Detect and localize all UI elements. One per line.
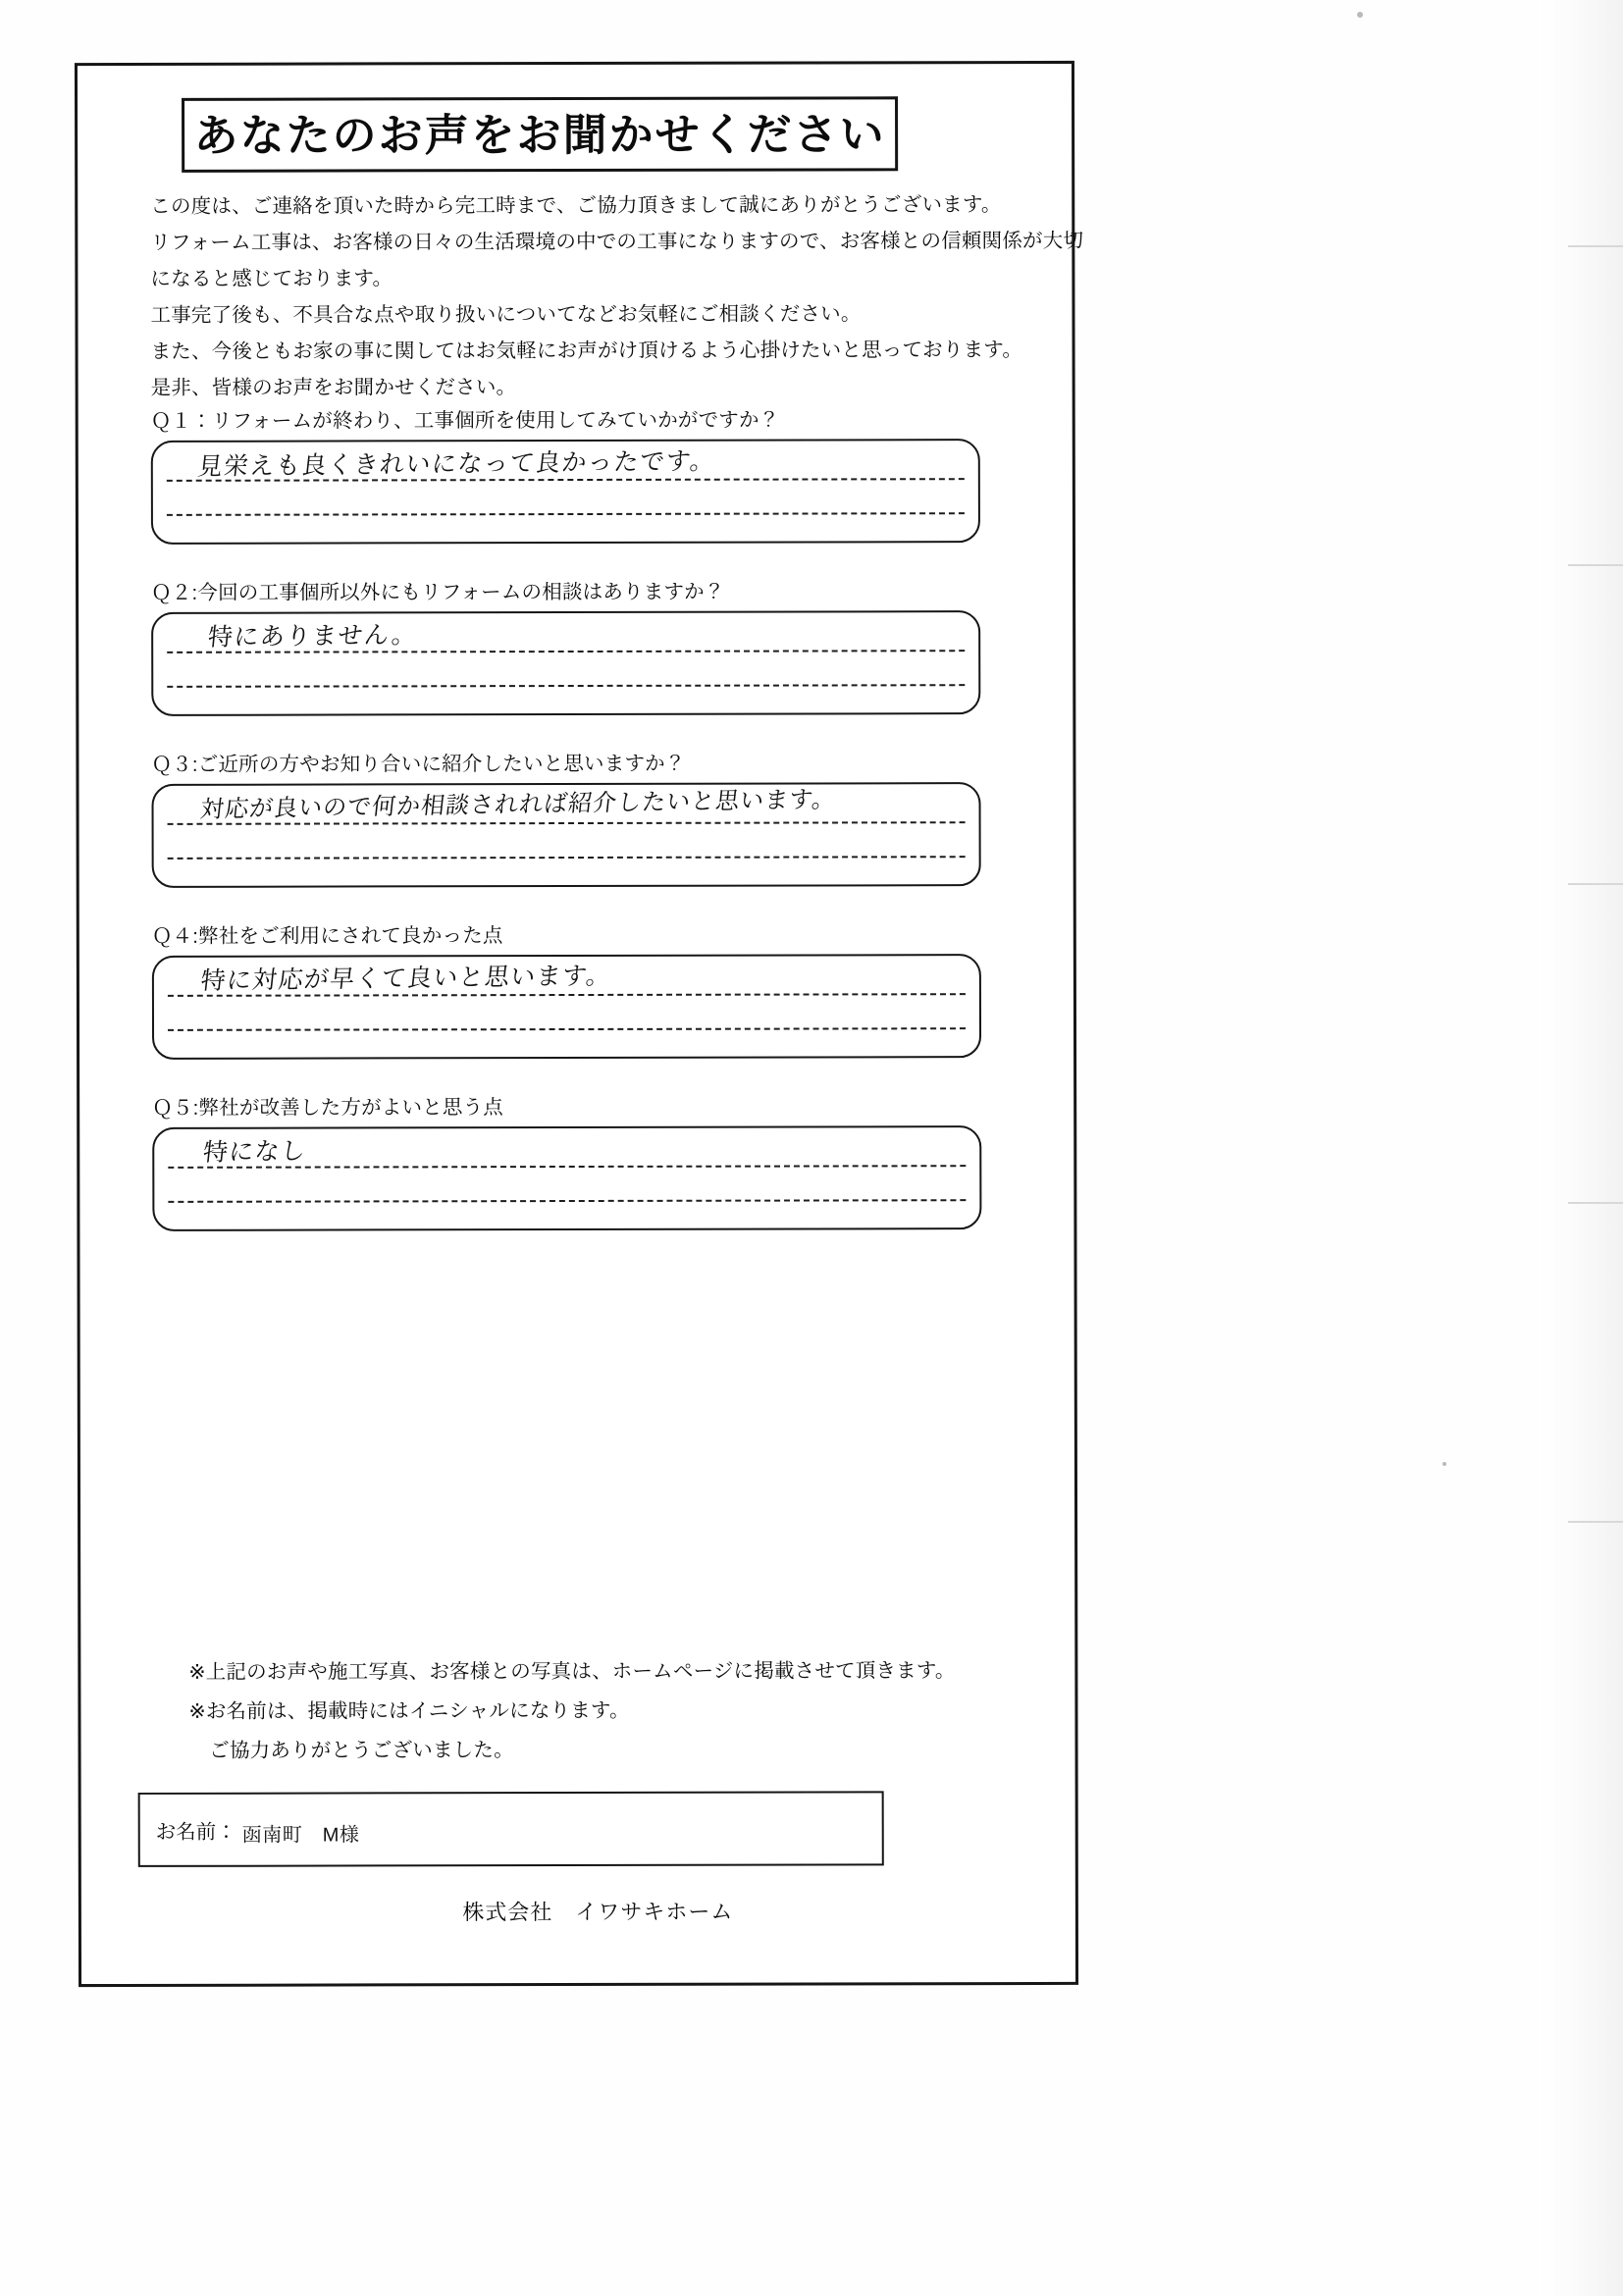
handwritten-answer-4: 特に対応が早くて良いと思います。 [199, 961, 614, 995]
question-label-3: Ｑ３:ご近所の方やお知り合いに紹介したいと思いますか？ [151, 752, 686, 776]
intro-line: この度は、ご連絡を頂いた時から完工時まで、ご協力頂きまして誠にありがとうございます。 [150, 193, 1002, 218]
scan-edge-tick [1568, 245, 1623, 247]
answer-field-5[interactable] [152, 1125, 981, 1231]
company-signature [81, 1895, 1075, 1927]
handwritten-answer-3: 対応が良いので何か相談されれば紹介したいと思います。 [198, 785, 838, 823]
question-label-5: Ｑ５:弊社が改善した方がよいと思う点 [152, 1096, 503, 1120]
intro-line: 是非、皆様のお声をお聞かせください。 [150, 376, 517, 399]
intro-line: になると感じております。 [150, 267, 393, 290]
note-line: ご協力ありがとうございました。 [188, 1739, 514, 1762]
question-block-3 [118, 751, 1001, 888]
intro-line: リフォーム工事は、お客様の日々の生活環境の中での工事になりますので、お客様との信頼関係が大切 [150, 229, 1084, 254]
scan-edge-tick [1568, 564, 1623, 566]
question-label-2: Ｑ２:今回の工事個所以外にもリフォームの相談はありますか？ [151, 580, 725, 604]
form-title-box [182, 96, 898, 173]
scan-speck [1357, 12, 1363, 18]
intro-line: また、今後ともお家の事に関してはお気軽にお声がけ頂けるよう心掛けたいと思っております。 [150, 339, 1023, 363]
handwritten-answer-5: 特になし [201, 1136, 308, 1167]
question-block-5 [119, 1094, 1002, 1231]
question-label-4: Ｑ４:弊社をご利用にされて良かった点 [151, 924, 503, 948]
customer-name-value: 函南町 М様 [241, 1823, 360, 1847]
ruled-line [168, 1199, 966, 1203]
customer-name-field[interactable] [138, 1791, 884, 1867]
handwritten-answer-1: 見栄えも良くきれいになって良かったです。 [196, 446, 718, 481]
page-title: あなたのお声をお聞かせください [193, 107, 886, 162]
answer-field-4[interactable] [152, 954, 981, 1060]
customer-name-label: お名前： [155, 1820, 236, 1844]
question-block-4 [119, 922, 1002, 1060]
answer-field-3[interactable] [151, 782, 980, 888]
question-block-1 [118, 407, 1001, 545]
intro-paragraph [117, 186, 1084, 406]
ruled-line [168, 1027, 966, 1031]
feedback-form-frame [75, 61, 1084, 1987]
form-content [78, 64, 1084, 1984]
scan-edge-shadow [1539, 0, 1623, 2296]
scan-edge-tick [1568, 1521, 1623, 1523]
ruled-line [167, 512, 965, 516]
note-line: ※上記のお声や施工写真、お客様との写真は、ホームページに掲載させて頂きます。 [188, 1659, 956, 1684]
question-label-1: Ｑ１：リフォームが終わり、工事個所を使用してみていかがですか？ [150, 408, 780, 433]
footer-notes [120, 1651, 1042, 1771]
scan-edge-tick [1568, 883, 1623, 885]
answer-field-1[interactable] [151, 439, 980, 545]
question-block-2 [118, 579, 1001, 716]
scan-edge-tick [1568, 1202, 1623, 1204]
ruled-line [167, 684, 965, 688]
scan-speck [1442, 1462, 1446, 1466]
ruled-line [168, 856, 966, 860]
note-line: ※お名前は、掲載時にはイニシャルになります。 [188, 1698, 630, 1723]
answer-field-2[interactable] [151, 610, 980, 716]
handwritten-answer-2: 特にありません。 [206, 620, 419, 652]
intro-line: 工事完了後も、不具合な点や取り扱いについてなどお気軽にご相談ください。 [150, 302, 862, 327]
company-name: 株式会社 イワサキホーム [462, 1899, 734, 1925]
